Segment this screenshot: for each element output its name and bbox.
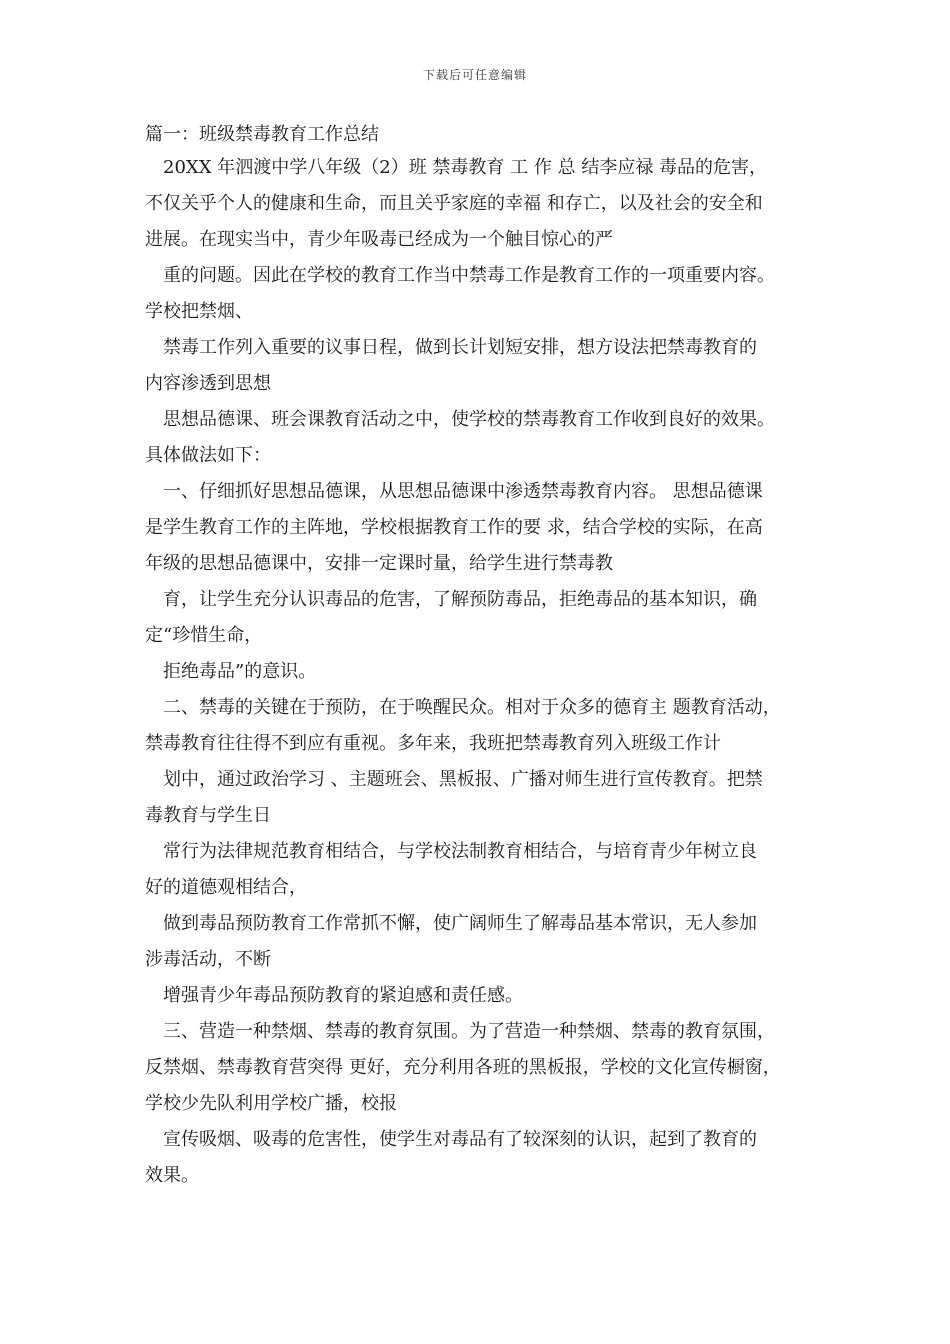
- text-line: 效果。: [145, 1165, 199, 1186]
- text-line: 不仅关乎个人的健康和生命，而且关乎家庭的幸福 和存亡，以及社会的安全和: [145, 193, 763, 214]
- text-line: 三、营造一种禁烟、禁毒的教育氛围。为了营造一种禁烟、禁毒的教育氛围，: [163, 1021, 775, 1042]
- text-line: 反禁烟、禁毒教育营突得 更好，充分利用各班的黑板报，学校的文化宣传橱窗，: [145, 1057, 781, 1078]
- text-line: 学校把禁烟、: [145, 301, 253, 322]
- document-body: [145, 120, 825, 1194]
- text-line: 好的道德观相结合，: [145, 877, 307, 898]
- text-line: 增强青少年毒品预防教育的紧迫感和责任感。: [163, 985, 523, 1006]
- text-line: 具体做法如下：: [145, 445, 271, 466]
- text-line: 20XX 年泗渡中学八年级（2）班 禁毒教育 工 作 总 结李应禄 毒品的危害，: [163, 157, 768, 178]
- text-line: 拒绝毒品”的意识。: [163, 661, 317, 682]
- text-line: 常行为法律规范教育相结合，与学校法制教育相结合，与培育青少年树立良: [163, 841, 757, 862]
- text-line: 重的问题。因此在学校的教育工作当中禁毒工作是教育工作的一项重要内容。: [163, 265, 775, 286]
- text-line: 一、仔细抓好思想品德课，从思想品德课中渗透禁毒教育内容。 思想品德课: [163, 481, 763, 502]
- text-line: 涉毒活动，不断: [145, 949, 271, 970]
- text-line: 进展。在现实当中，青少年吸毒已经成为一个触目惊心的严: [145, 229, 613, 250]
- page-header: 下载后可任意编辑: [422, 68, 527, 82]
- text-line: 划中，通过政治学习 、主题班会、黑板报、广播对师生进行宣传教育。把禁: [163, 769, 763, 790]
- text-line: 思想品德课、班会课教育活动之中，使学校的禁毒教育工作收到良好的效果。: [163, 409, 775, 430]
- text-line: 毒教育与学生日: [145, 805, 271, 826]
- text-line: 内容渗透到思想: [145, 373, 271, 394]
- text-line: 定“珍惜生命，: [145, 625, 263, 646]
- text-line: 禁毒教育往往得不到应有重视。多年来，我班把禁毒教育列入班级工作计: [145, 733, 721, 754]
- text-line: 二、禁毒的关键在于预防，在于唤醒民众。相对于众多的德育主 题教育活动，: [163, 697, 781, 718]
- text-line: 学校少先队利用学校广播，校报: [145, 1093, 397, 1114]
- document-title: 篇一：班级禁毒教育工作总结: [145, 124, 379, 145]
- text-line: 做到毒品预防教育工作常抓不懈，使广阔师生了解毒品基本常识，无人参加: [163, 913, 757, 934]
- text-line: 育，让学生充分认识毒品的危害，了解预防毒品，拒绝毒品的基本知识，确: [163, 589, 757, 610]
- text-line: 年级的思想品德课中，安排一定课时量，给学生进行禁毒教: [145, 553, 613, 574]
- text-line: 禁毒工作列入重要的议事日程，做到长计划短安排，想方设法把禁毒教育的: [163, 337, 757, 358]
- text-line: 是学生教育工作的主阵地，学校根据教育工作的要 求，结合学校的实际，在高: [145, 517, 763, 538]
- text-line: 宣传吸烟、吸毒的危害性，使学生对毒品有了较深刻的认识，起到了教育的: [163, 1129, 757, 1150]
